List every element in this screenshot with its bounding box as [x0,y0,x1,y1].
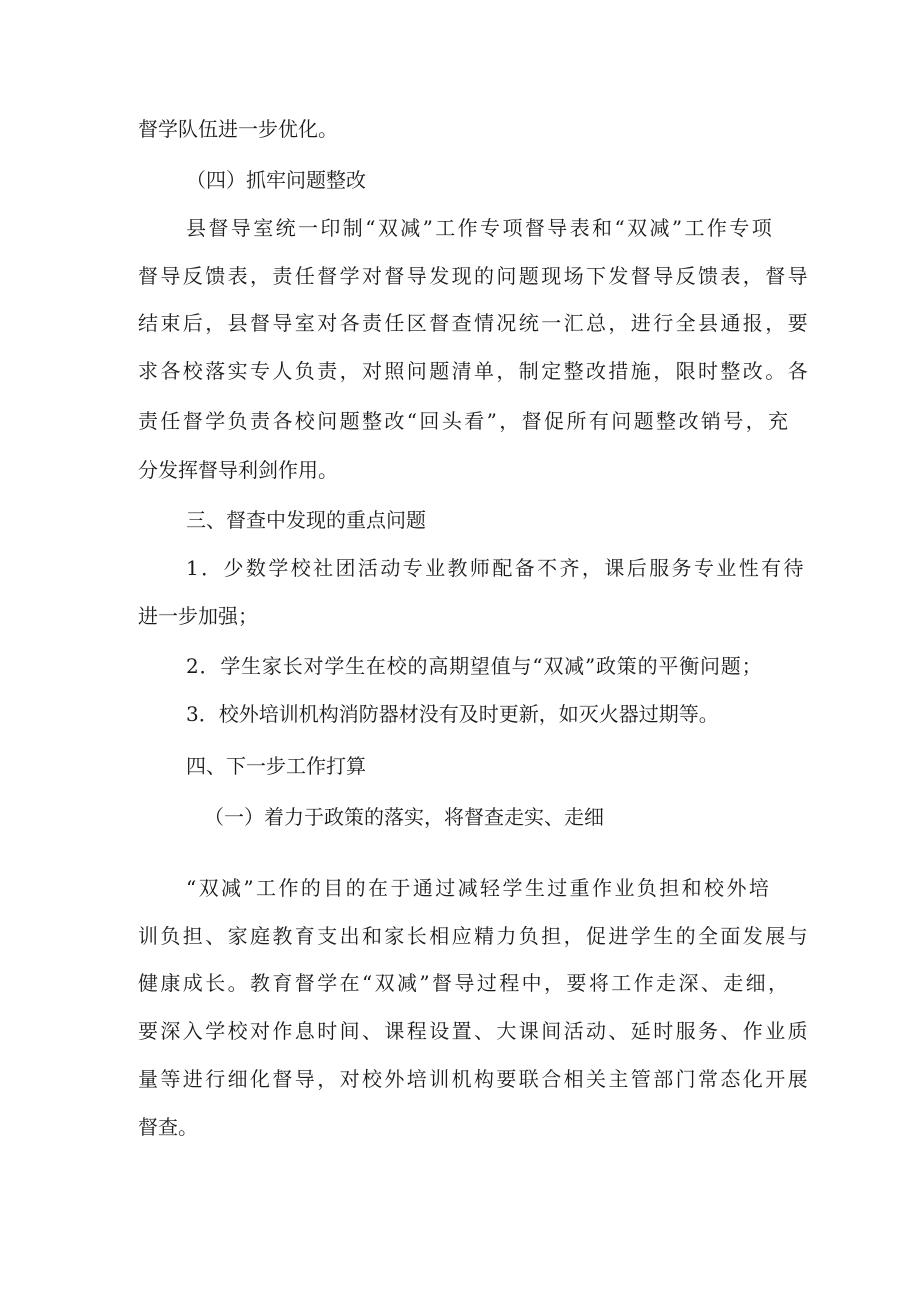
list-item-1: 1．少数学校社团活动专业教师配备不齐，课后服务专业性有待 [186,556,806,580]
paragraph-line: 结束后，县督导室对各责任区督查情况统一汇总，进行全县通报，要 [138,311,810,335]
paragraph-line: 健康成长。教育督学在“双减”督导过程中，要将工作走深、走细， [138,971,791,995]
section-heading-3: 三、督查中发现的重点问题 [186,508,426,532]
section-heading-4-main: 四、下一步工作打算 [186,754,366,778]
list-item-3: 3．校外培训机构消防器材没有及时更新，如灭火器过期等。 [186,702,719,726]
paragraph-line: 要深入学校对作息时间、课程设置、大课间活动、延时服务、作业质 [138,1019,810,1043]
paragraph-line: 量等进行细化督导，对校外培训机构要联合相关主管部门常态化开展 [138,1067,810,1091]
paragraph-line: 训负担、家庭教育支出和家长相应精力负担，促进学生的全面发展与 [138,924,810,948]
subsection-heading-1: （一）着力于政策的落实，将督查走实、走细 [204,805,604,829]
paragraph-line: 督学队伍进一步优化。 [138,117,338,141]
section-heading-4: （四）抓牢问题整改 [186,168,366,192]
list-item-1-continued: 进一步加强； [138,604,258,628]
paragraph-line: 督查。 [138,1115,198,1139]
paragraph-line: 督导反馈表，责任督学对督导发现的问题现场下发督导反馈表，督导 [138,264,810,288]
list-item-2: 2．学生家长对学生在校的高期望值与“双减”政策的平衡问题； [186,654,763,678]
paragraph-line: 分发挥督导利剑作用。 [138,458,338,482]
paragraph-line: 县督导室统一印制“双减”工作专项督导表和“双减”工作专项 [186,216,775,240]
paragraph-line: 责任督学负责各校问题整改“回头看”，督促所有问题整改销号，充 [138,409,791,433]
paragraph-line: 求各校落实专人负责，对照问题清单，制定整改措施，限时整改。各 [138,359,810,383]
paragraph-line: “双减”工作的目的在于通过减轻学生过重作业负担和校外培 [186,876,772,900]
